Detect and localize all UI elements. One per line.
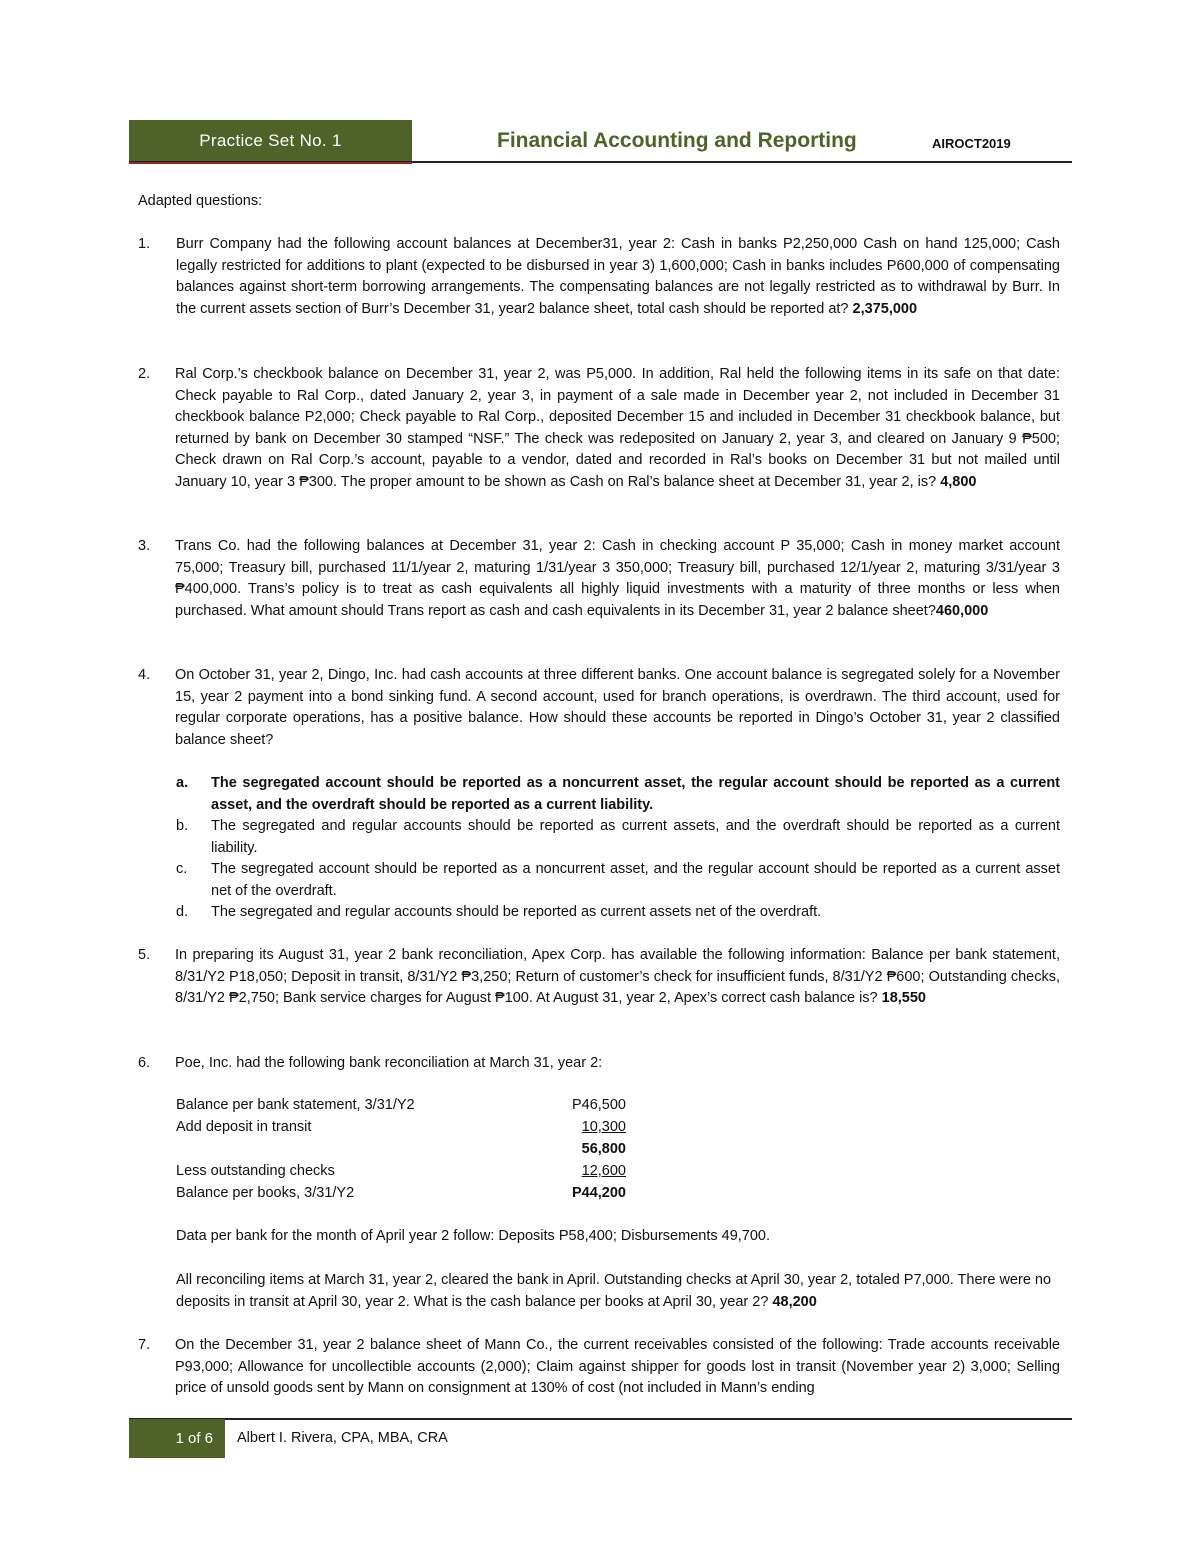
- question-6: [138, 1053, 1060, 1075]
- question-answer: 4,800: [936, 473, 977, 490]
- question-answer: 2,375,000: [848, 300, 918, 317]
- table-row: [176, 1141, 656, 1163]
- question-number: 7.: [138, 1337, 151, 1353]
- table-row: [176, 1185, 656, 1207]
- option-text: The segregated account should be reported as a noncurrent asset, and the regular account should be reported as a current asset net of the overdraft.: [211, 861, 1060, 899]
- practice-set-label: Practice Set No. 1: [129, 120, 412, 162]
- table-row: [176, 1163, 656, 1185]
- question-1: [138, 234, 1060, 320]
- option-letter: d.: [176, 904, 189, 920]
- option-c: [176, 859, 1060, 902]
- row-value: P44,200: [571, 1185, 626, 1201]
- question-number: 3.: [138, 538, 151, 554]
- option-text: The segregated and regular accounts should be reported as current assets, and the overdraft should be reported as a current liability.: [211, 818, 1060, 856]
- question-text: Ral Corp.’s checkbook balance on December 31, year 2, was P5,000. In addition, Ral held the following items in its safe on that date: Check payable to Ral Corp., dated January 2, year 3, in payment of a sale made in December year 2, not included in December 31 checkbook balance P2,000; Check payable to Ral Corp., deposited December 15 and included in December 31 checkbook balance, but returned by bank on December 30 stamped “NSF.” The check was redeposited on January 2, year 3, and cleared on January 9 ₱500; Check drawn on Ral Corp.’s account, payable to a vendor, dated and recorded in Ral’s books on December 31 but not mailed until January 10, year 3 ₱300. The proper amount to be shown as Cash on Ral’s balance sheet at December 31, year 2, is? 4,800: [175, 366, 1060, 490]
- option-letter: c.: [176, 861, 188, 877]
- author-credit: Albert I. Rivera, CPA, MBA, CRA: [237, 1430, 448, 1446]
- question-5: [138, 945, 1060, 1010]
- option-a: [176, 773, 1060, 816]
- question-answer: 48,200: [768, 1293, 817, 1310]
- question-number: 2.: [138, 366, 151, 382]
- question-text: Trans Co. had the following balances at December 31, year 2: Cash in checking account P 35,000; Cash in money market account 75,000; Treasury bill, purchased 11/1/year 2, maturing 1/31/year 3 350,000; Treasury bill, purchased 12/1/year 2, maturing 3/31/year 3 ₱400,000. Trans’s policy is to treat as cash equivalents all highly liquid investments with a maturity of three months or less when purchased. What amount should Trans report as cash and cash equivalents in its December 31, year 2 balance sheet?460,000: [175, 538, 1060, 619]
- row-value: 56,800: [581, 1141, 626, 1157]
- option-text: The segregated account should be reported as a noncurrent asset, the regular account should be reported as a current asset, and the overdraft should be reported as a current liability.: [211, 775, 1060, 813]
- table-row: [176, 1097, 656, 1119]
- footer-rule: [129, 1418, 1072, 1420]
- bank-reconciliation-table: [176, 1097, 656, 1207]
- page-number: 1 of 6: [129, 1419, 225, 1458]
- question-7: [138, 1335, 1060, 1400]
- header-accent-rule: [129, 162, 412, 164]
- question-answer: 460,000: [935, 602, 989, 619]
- document-title: Financial Accounting and Reporting: [497, 129, 857, 152]
- question-2: [138, 364, 1060, 493]
- question-3: [138, 536, 1060, 622]
- option-b: [176, 816, 1060, 859]
- document-code: AIROCT2019: [932, 136, 1011, 151]
- question-6-prompt: All reconciling items at March 31, year 2, cleared the bank in April. Outstanding checks at April 30, year 2, totaled P7,000. There were no deposits in transit at April 30, year 2. What is the cash balance per books at April 30, year 2? 48,200: [176, 1272, 1052, 1310]
- question-text: On the December 31, year 2 balance sheet of Mann Co., the current receivables consisted of the following: Trade accounts receivable P93,000; Allowance for uncollectible accounts (2,000); Claim against shipper for goods lost in transit (November year 2) 3,000; Selling price of unsold goods sent by Mann on consignment at 130% of cost (not included in Mann’s ending: [175, 1337, 1060, 1396]
- option-d: [176, 902, 1060, 924]
- option-text: The segregated and regular accounts should be reported as current assets net of the overdraft.: [211, 904, 822, 920]
- row-label: Add deposit in transit: [176, 1119, 312, 1135]
- question-number: 4.: [138, 667, 151, 683]
- question-number: 5.: [138, 947, 151, 963]
- intro-text: Adapted questions:: [138, 193, 263, 209]
- question-text: Burr Company had the following account balances at December31, year 2: Cash in banks P2,250,000 Cash on hand 125,000; Cash legally restricted for additions to plant (expected to be disbursed in year 3) 1,600,000; Cash in banks includes P600,000 of compensating balances against short-term borrowing arrangements. The compensating balances are not legally restricted as to withdrawal by Burr. In the current assets section of Burr’s December 31, year2 balance sheet, total cash should be reported at? 2,375,000: [176, 236, 1060, 317]
- table-row: [176, 1119, 656, 1141]
- question-4-options: [176, 773, 1060, 924]
- row-value: 12,600: [581, 1163, 626, 1179]
- row-label: Balance per bank statement, 3/31/Y2: [176, 1097, 415, 1113]
- option-letter: a.: [176, 775, 189, 791]
- row-value: 10,300: [581, 1119, 626, 1135]
- row-label: Balance per books, 3/31/Y2: [176, 1185, 355, 1201]
- question-answer: 18,550: [877, 990, 926, 1006]
- row-value: P46,500: [571, 1097, 626, 1113]
- question-number: 1.: [138, 236, 151, 252]
- question-text: Poe, Inc. had the following bank reconciliation at March 31, year 2:: [175, 1055, 603, 1071]
- question-number: 6.: [138, 1055, 151, 1071]
- question-4: [138, 665, 1060, 751]
- row-label: Less outstanding checks: [176, 1163, 335, 1179]
- question-text: On October 31, year 2, Dingo, Inc. had cash accounts at three different banks. One account balance is segregated solely for a November 15, year 2 payment into a bond sinking fund. A second account, used for branch operations, is overdrawn. The third account, used for regular corporate operations, has a positive balance. How should these accounts be reported in Dingo’s October 31, year 2 classified balance sheet?: [175, 667, 1060, 748]
- question-6-data: Data per bank for the month of April year 2 follow: Deposits P58,400; Disbursements 49,700.: [176, 1228, 771, 1244]
- option-letter: b.: [176, 818, 189, 834]
- question-text: In preparing its August 31, year 2 bank reconciliation, Apex Corp. has available the following information: Balance per bank statement, 8/31/Y2 P18,050; Deposit in transit, 8/31/Y2 ₱3,250; Return of customer’s check for insufficient funds, 8/31/Y2 ₱600; Outstanding checks, 8/31/Y2 ₱2,750; Bank service charges for August ₱100. At August 31, year 2, Apex’s correct cash balance is? 18,550: [175, 947, 1060, 1006]
